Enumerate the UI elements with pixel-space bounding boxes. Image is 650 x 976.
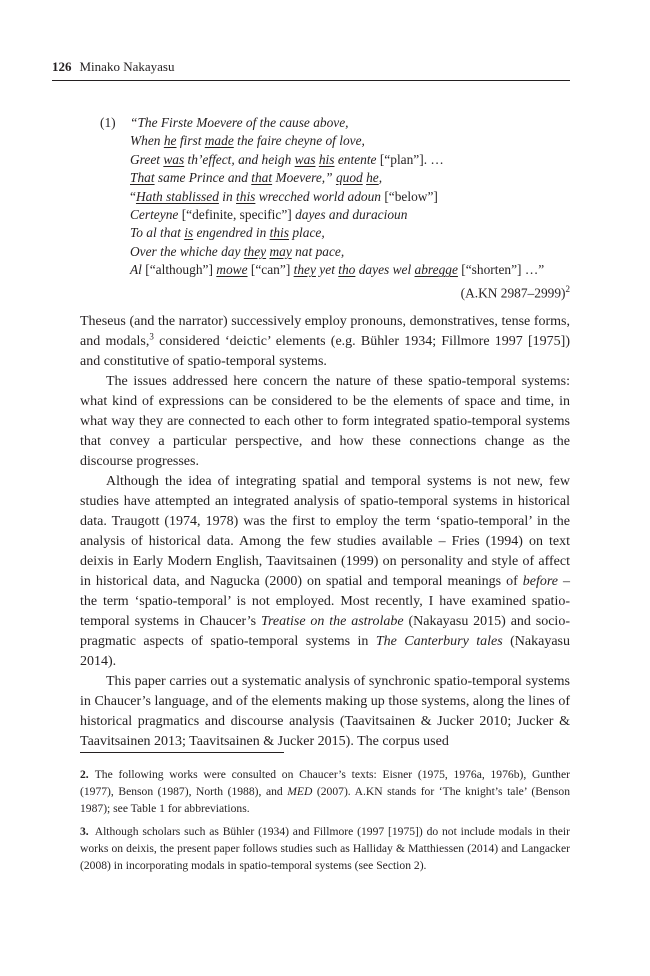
body-text [80, 312, 570, 752]
footnote-3 [80, 823, 570, 874]
page-number: 126 [52, 59, 72, 74]
verse-line-7: To al that is engendred in this place, [130, 225, 325, 241]
verse-line-9: Al [“although”] mowe [“can”] they yet tho dayes wel abregge [“shorten”] …” [130, 262, 545, 278]
footnotes [80, 766, 570, 880]
paragraph-4: This paper carries out a systematic analysis of synchronic spatio-temporal systems in Chaucer’s language, and of the elements making up those systems, along the lines of historical pragmatics and discourse analysis (Taavitsainen & Jucker 2010; Jucker & Taavitsainen 2013; Taavitsainen & Jucker 2015). The corpus used [80, 674, 570, 749]
example-verse [130, 114, 570, 280]
running-head [52, 58, 570, 76]
verse-line-1: “The Firste Moevere of the cause above, [130, 115, 349, 130]
header-rule [52, 80, 570, 81]
verse-line-3: Greet was th’effect, and heigh was his entente [“plan”]. … [130, 151, 444, 167]
footnote-3-number: 3. [80, 825, 89, 838]
example-source [100, 280, 570, 303]
footnote-ref-2: 2 [565, 283, 570, 294]
verse-line-6: Certeyne [“definite, specific”] dayes and duracioun [130, 207, 408, 223]
paragraph-3: Although the idea of integrating spatial and temporal systems is not new, few studies have attempted an integrated analysis of spatio-temporal systems in historical data. Traugott (1974, 1978) was the first to employ the term ‘spatio-temporal’ in the analysis of historical data. Among the few studies available – Fries (1994) on text deixis in Early Modern English, Taavitsainen (1999) on personality and style of affect in historical data, and Nagucka (2000) on spatial and temporal meanings of before – the term ‘spatio-temporal’ is not employed. Most recently, I have examined spatio-temporal systems in Chaucer’s Treatise on the astrolabe (Nakayasu 2015) and socio-pragmatic aspects of spatio-temporal systems in The Canterbury tales (Nakayasu 2014). [80, 474, 571, 669]
author-name: Minako Nakayasu [79, 59, 175, 74]
footnote-rule [80, 752, 284, 753]
footnote-2-text: The following works were consulted on Chaucer’s texts: Eisner (1975, 1976a, 1976b), Gunther (1977), Benson (1987), North (1988), and MED (2007). A.KN stands for ‘The knight’s tale’ (Benson 1987); see Table 1 for abbreviations. [80, 768, 570, 815]
footnote-3-text: Although scholars such as Bühler (1934) and Fillmore (1997 [1975]) do not include modals in their works on deixis, the present paper follows studies such as Halliday & Matthiessen (2014) and Langacker (2008) in incorporating modals in spatio-temporal systems (see Section 2). [80, 825, 570, 872]
verse-line-5: “Hath stablissed in this wrecched world adoun [“below”] [130, 188, 438, 204]
paragraph-2: The issues addressed here concern the nature of these spatio-temporal systems: what kind of expressions can be considered to be the elements of space and time, in what way they are connected to each other to form integrated spatio-temporal systems that convey a particular perspective, and how these connections change as the discourse progresses. [80, 374, 570, 469]
footnote-2-number: 2. [80, 768, 89, 781]
example-number: (1) [100, 115, 116, 130]
verse-line-2: When he first made the faire cheyne of love, [130, 133, 365, 149]
footnote-2 [80, 766, 570, 817]
example-source-text: (A.KN 2987–2999) [460, 285, 566, 301]
paragraph-1: Theseus (and the narrator) successively employ pronouns, demonstratives, tense forms, and modals,$^3$ considered ‘deictic’ elements (e.g. Bühler 1934; Fillmore 1997 [1975]) and constitutive of spatio-temporal systems. [80, 314, 571, 369]
example-1 [100, 114, 570, 303]
verse-line-8: Over the whiche day they may nat pace, [130, 243, 345, 259]
verse-line-4: That same Prince and that Moevere,” quod he, [130, 170, 383, 186]
